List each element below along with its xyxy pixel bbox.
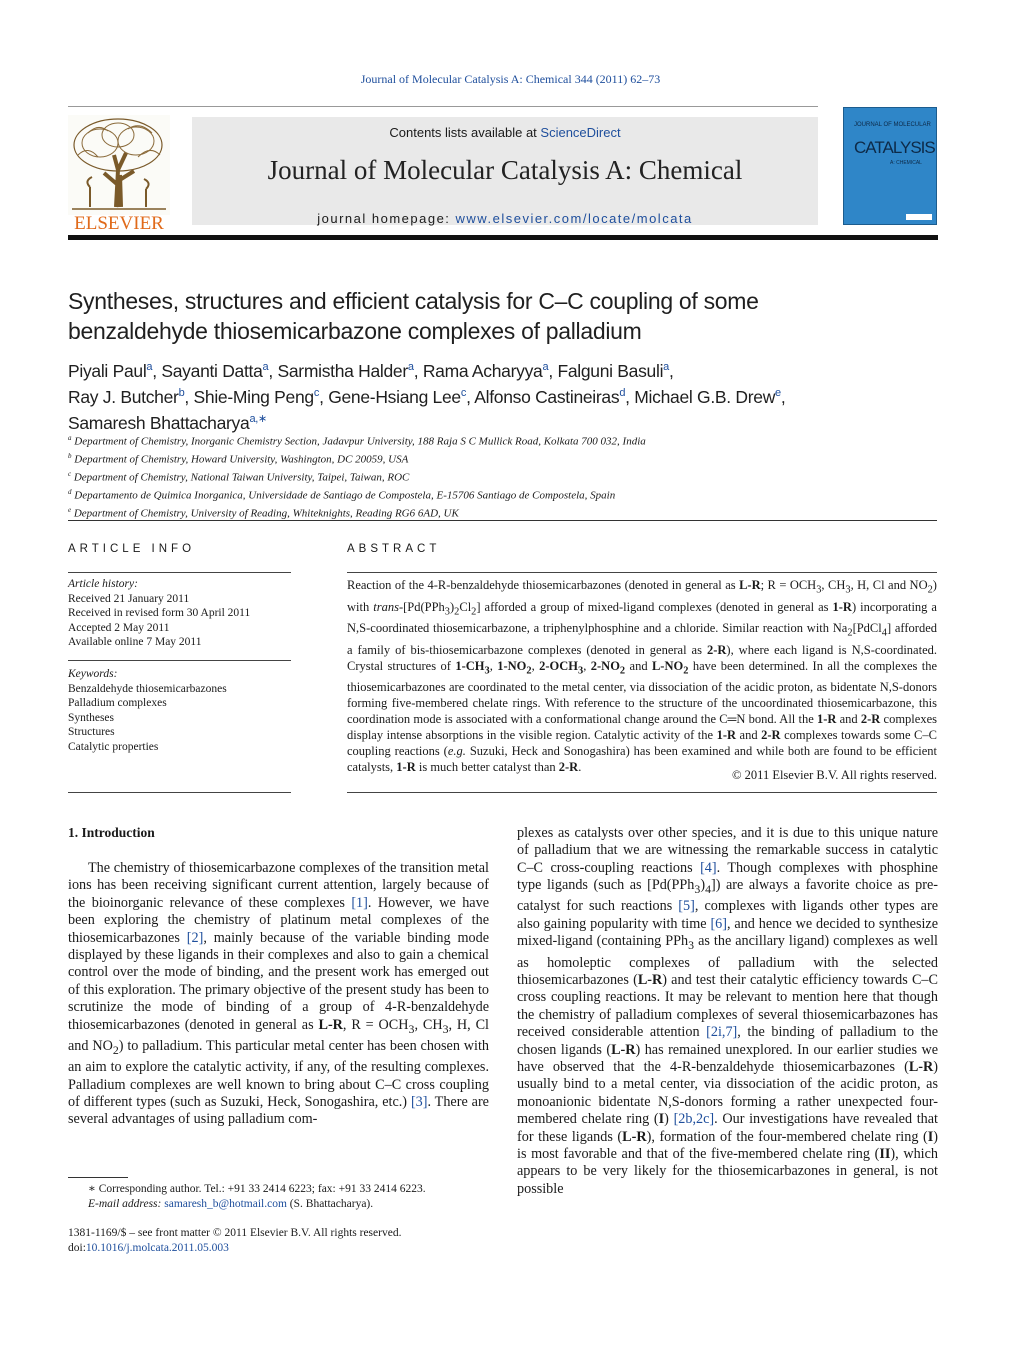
article-info-rule <box>68 660 291 661</box>
intro-column-right: plexes as catalysts over other species, and it is due to this unique nature of palladium that we are witnessing the remarkable success in catalytic C–C cross-coupling reactions [4]. Though complexes with phosphine type ligands (such as $[Pd(PPh_3)_4]$) are always a favorite choice as pre-catalyst for such reactions [5], complexes with ligands other types are also gaining popularity with time [6], and hence we decided to synthesize mixed-ligand (containing PPh$_3$ as the ancillary ligand) complexes as well as homoleptic complexes of palladium with the selected thiosemicarbazones (L-R) and test their catalytic efficiency towards C–C cross coupling reactions. It may be relevant to mention here that though the chemistry of palladium complexes of several thiosemicarbazones has received considerable attention [2i,7], the binding of palladium to the chosen ligands (L-R) has remained unexplored. In our earlier studies we have observed that the 4-R-benzaldehyde thiosemicarbazones (L-R) usually bind to a metal center, via dissociation of the acidic proton, as monoanionic bidentate N,S-donors forming a rather unexpected four-membered chelate ring (I) [2b,2c]. Our investigations have revealed that for these ligands (L-R), formation of the four-membered chelate ring (I) is most favorable and that of the five-membered chelate ring (II), which appears to be very likely for the thiosemicarbazones in general, is not possible <box>517 825 938 1197</box>
article-title <box>68 286 938 346</box>
homepage-link[interactable]: www.elsevier.com/locate/molcata <box>455 211 693 226</box>
title-line-2: benzaldehyde thiosemicarbazone complexes of palladium <box>68 318 642 344</box>
author-name: Sarmistha Halder <box>277 360 408 381</box>
author-affiliation-mark[interactable]: a <box>542 361 549 373</box>
author-name: Sayanti Datta <box>161 360 263 381</box>
journal-header <box>68 107 938 233</box>
citation-link[interactable]: [5] <box>678 898 695 915</box>
author-name: Piyali Paul <box>68 360 147 381</box>
keyword-item: Palladium complexes <box>68 697 167 709</box>
email-link[interactable]: samaresh_b@hotmail.com <box>164 1197 287 1210</box>
affiliations <box>68 431 938 521</box>
abstract-rule <box>347 572 937 573</box>
author-name: Michael G.B. Drew <box>634 386 776 407</box>
journal-cover[interactable] <box>843 107 937 225</box>
elsevier-logo[interactable] <box>68 115 170 233</box>
abstract-heading: ABSTRACT <box>347 543 441 555</box>
keyword-item: Structures <box>68 726 115 738</box>
journal-banner <box>192 117 818 225</box>
cover-title: CATALYSIS <box>854 138 935 157</box>
article-info-heading: ARTICLE INFO <box>68 543 196 555</box>
history-label: Article history: <box>68 578 138 590</box>
journal-reference[interactable]: Journal of Molecular Catalysis A: Chemical 344 (2011) 62–73 <box>360 72 661 86</box>
corresponding-author-contact: Corresponding author. Tel.: +91 33 2414 6223; fax: +91 33 2414 6223. <box>95 1183 426 1195</box>
citation-link[interactable]: [2] <box>186 929 204 946</box>
affiliation-item: $^b$ Department of Chemistry, Howard University, Washington, DC 20059, USA <box>68 451 409 466</box>
section-heading-introduction: 1. Introduction <box>68 825 155 840</box>
contents-prefix: Contents lists available at <box>389 125 541 140</box>
cover-small-text: JOURNAL OF MOLECULAR <box>854 122 931 128</box>
citation-link[interactable]: [2b,2c] <box>673 1111 715 1128</box>
homepage-line <box>192 211 818 226</box>
cover-publisher-badge <box>906 214 932 220</box>
author-affiliation-mark[interactable]: e <box>775 386 781 399</box>
keyword-item: Catalytic properties <box>68 740 159 753</box>
keyword-item: Syntheses <box>68 711 114 724</box>
author-affiliation-mark[interactable]: b <box>178 386 185 399</box>
section-divider <box>68 520 937 521</box>
history-item: Received 21 January 2011 <box>68 592 190 605</box>
history-item: Received in revised form 30 April 2011 <box>68 607 251 619</box>
author-affiliation-mark[interactable]: d <box>619 386 626 399</box>
author-affiliation-mark[interactable]: a <box>663 361 669 373</box>
keywords-label: Keywords: <box>68 668 118 680</box>
header-thick-rule <box>68 235 938 240</box>
author-list: Piyali Paul$^a$, Sayanti Datta$^a$, Sarmistha Halder$^a$, Rama Acharyya$^a$, Falguni Basuli$^a$, Ray J. Butcher$^b$, Shie-Ming Peng$^c$, Gene-Hsiang Lee$^c$, Alfonso Castineiras$^d$, Michael G.B. Drew$^e$, Samaresh Bhattacharya$^{a,∗}$ <box>68 360 786 433</box>
author-name: Samaresh Bhattacharya <box>68 412 250 433</box>
keywords <box>68 667 298 754</box>
article-info-rule <box>68 572 291 573</box>
intro-column-left: The chemistry of thiosemicarbazone complexes of the transition metal ions has been receiving significant current attention, largely because of the bioinorganic relevance of these complexes [1]. However, we have been exploring the chemistry of platinum metal complexes of the thiosemicarbazones [2], mainly because of the variable binding mode displayed by these ligands in their complexes and also to gain a chemical control over the mode of binding, and the present work has emerged out of this exploration. The primary objective of the present study has been to scrutinize the mode of binding of a group of 4-R-benzaldehyde thiosemicarbazones (denoted in general as L-R, $R = OCH_3$, $CH_3$, H, Cl and $NO_2$) to palladium. This particular metal center has been chosen with an aim to explore the catalytic activity, if any, of the resulting complexes. Palladium complexes are well known to bring about C–C cross coupling of different types (such as Suzuki, Heck, Sonogashira, etc.) [3]. There are several advantages of using palladium com- <box>68 860 489 1128</box>
author-affiliation-mark[interactable]: a,∗ <box>249 412 267 425</box>
affiliation-item: $^e$ Department of Chemistry, University of Reading, Whiteknights, Reading RG6 6AD, UK <box>68 505 459 520</box>
author-name: Rama Acharyya <box>422 360 543 381</box>
author-name: Falguni Basuli <box>557 360 664 381</box>
cover-subtitle: A: CHEMICAL <box>890 160 922 166</box>
article-history <box>68 577 298 650</box>
author-affiliation-mark[interactable]: c <box>313 386 320 399</box>
footnote-marker: ∗ <box>88 1183 96 1195</box>
author-name: Ray J. Butcher <box>68 386 179 407</box>
affiliation-item: $^d$ Departamento de Quimica Inorganica, Universidade de Santiago de Compostela, E-15706 Santiago de Compostela, Spain <box>68 487 616 502</box>
journal-title: Journal of Molecular Catalysis A: Chemical <box>267 155 743 185</box>
history-item: Available online 7 May 2011 <box>68 636 202 648</box>
homepage-label: journal homepage: <box>317 211 456 226</box>
copyright-notice: © 2011 Elsevier B.V. All rights reserved. <box>732 768 937 782</box>
history-item: Accepted 2 May 2011 <box>68 621 170 634</box>
author-name: Shie-Ming Peng <box>193 386 314 407</box>
citation-link[interactable]: [3] <box>410 1093 428 1110</box>
footnote-rule <box>68 1177 128 1178</box>
keyword-item: Benzaldehyde thiosemicarbazones <box>68 682 227 695</box>
article-info-rule <box>68 792 291 793</box>
elsevier-wordmark: ELSEVIER <box>74 213 164 234</box>
author-affiliation-mark[interactable]: c <box>460 386 467 399</box>
author-affiliation-mark[interactable]: a <box>262 361 269 373</box>
issn-line: 1381-1169/$ – see front matter © 2011 Elsevier B.V. All rights reserved. <box>68 1227 402 1239</box>
author-name: Alfonso Castineiras <box>474 386 620 407</box>
title-line-1: Syntheses, structures and efficient catalysis for C–C coupling of some <box>68 288 759 314</box>
author-affiliation-mark[interactable]: a <box>407 361 414 373</box>
sciencedirect-link[interactable]: ScienceDirect <box>540 125 621 140</box>
affiliation-item: $^a$ Department of Chemistry, Inorganic Chemistry Section, Jadavpur University, 188 Raja S C Mullick Road, Kolkata 700 032, India <box>68 434 646 448</box>
issn-doi: 1381-1169/$ – see front matter © 2011 Elsevier B.V. All rights reserved. doi:10.1016/j.molcata.2011.05.003 <box>68 1226 489 1255</box>
email-label: E-mail address: <box>88 1197 162 1210</box>
contents-line <box>192 125 818 140</box>
doi-link[interactable]: 10.1016/j.molcata.2011.05.003 <box>85 1241 229 1254</box>
citation-link[interactable]: [4] <box>700 859 717 876</box>
citation-link[interactable]: [2i,7] <box>706 1024 738 1041</box>
author-affiliation-mark[interactable]: a <box>146 361 153 373</box>
citation-link[interactable]: [1] <box>351 894 368 911</box>
abstract-rule <box>347 792 937 793</box>
affiliation-item: $^c$ Department of Chemistry, National Taiwan University, Taipei, Taiwan, ROC <box>68 469 410 484</box>
corresponding-author-footnote: ∗ Corresponding author. Tel.: +91 33 2414 6223; fax: +91 33 2414 6223. E-mail address: samaresh_b@hotmail.com (S. Bhattacharya). <box>88 1183 426 1210</box>
author-name: Gene-Hsiang Lee <box>328 386 461 407</box>
abstract-text: Reaction of the 4-R-benzaldehyde thiosemicarbazones (denoted in general as L-R; $R = OCH_3$, $CH_3$, H, Cl and $NO_2$) with trans-$[Pd(PPh_3)_2Cl_2]$ afforded a group of mixed-ligand complexes (denoted in general as 1-R) incorporating a N,S-coordinated thiosemicarbazone, a triphenylphosphine and a chloride. Similar reaction with $Na_2[PdCl_4]$ afforded a family of bis-thiosemicarbazone complexes (denoted in general as 2-R), where each ligand is N,S-coordinated. Crystal structures of $1-CH_3$, $1-NO_2$, $2-OCH_3$, $2-NO_2$ and $L-NO_2$ have been determined. In all the complexes the thiosemicarbazones are coordinated to the metal center, via dissociation of the acidic proton, as bidentate N,S-donors forming five-membered chelate rings. With reference to the structure of the uncoordinated thiosemicarbazone, this coordination mode is associated with a conformational change around the C═N bond. All the 1-R and 2-R complexes display intense absorptions in the visible region. Catalytic activity of the 1-R and 2-R complexes towards some C–C coupling reactions (e.g. Suzuki, Heck and Sonogashira) has been examined and while both are found to be efficient catalysts, 1-R is much better catalyst than 2-R. <box>347 578 938 774</box>
citation-link[interactable]: [6] <box>710 915 727 932</box>
